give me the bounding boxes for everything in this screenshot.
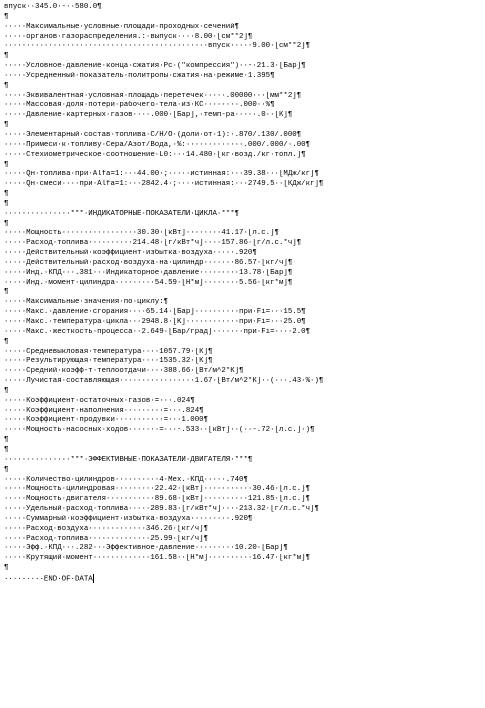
text-line: ·····Инд.·момент·цилиндра·········54.59·[Н*м]········5.56·[кг*м]¶ bbox=[4, 278, 293, 287]
text-line: ¶ bbox=[4, 160, 9, 169]
text-line: ·····Элементарный·состав·топлива·С/Н/О·(доли·от·1):·.870/.130/.000¶ bbox=[4, 130, 302, 139]
section-heading-indicator: ···············***·ИНДИКАТОРНЫЕ·ПОКАЗАТЕЛИ·ЦИКЛА·***¶ bbox=[4, 209, 240, 218]
text-line: ·····Действительный·расход·воздуха·на·цилиндр·······86.57·[кг/ч]¶ bbox=[4, 258, 293, 267]
text-line: ¶ bbox=[4, 219, 9, 228]
text-line: ¶ bbox=[4, 337, 9, 346]
text-line: ·····Макс.·температура·цикла···2948.8·[K]············при·Fi=···25.0¶ bbox=[4, 318, 306, 326]
text-line: ¶ bbox=[4, 436, 9, 445]
text-line: ·····Коэффициент·наполнения·········=···.824¶ bbox=[4, 406, 204, 415]
text-line: ·····Расход·воздуха·············346.26·[кг/ч]¶ bbox=[4, 524, 209, 533]
text-line: ·····Макс.·давление·сгорания····65.14·[Бар]··········при·Fi=···15.5¶ bbox=[4, 308, 306, 317]
text-line: ·····Коэффициент·продувки···········=···1.000¶ bbox=[4, 416, 209, 425]
section-heading-effective: ···············***·ЭФФЕКТИВНЫЕ·ПОКАЗАТЕЛИ·ДВИГАТЕЛЯ·***¶ bbox=[4, 455, 253, 464]
text-line: ··············································впуск·····9.00·[см**2]¶ bbox=[4, 42, 311, 51]
text-line: ¶ bbox=[4, 564, 9, 573]
text-line: ·····Действительный·коэффициент·избытка·воздуха·····.920¶ bbox=[4, 249, 257, 258]
end-of-data-text: ·········END·OF·DATA bbox=[4, 575, 93, 584]
text-line: ·····Стехиометрическое·соотношение·L0:···14.480·[кг·возд./кг·топл.]¶ bbox=[4, 150, 306, 159]
text-line: ¶ bbox=[4, 190, 9, 199]
text-line: ·····Лучистая·составляющая·················1.67·[Вт/м^2*К]··(···.43·%·)¶ bbox=[4, 377, 324, 386]
end-of-data-line[interactable] bbox=[4, 574, 482, 584]
text-line: ·····Условное·давление·конца·сжатия·Рс·("компрессия")··-·21.3·[Бар]¶ bbox=[4, 62, 306, 71]
text-cursor bbox=[93, 574, 94, 583]
text-line: ·····Мощность·цилиндровая·········22.42·[кВт]···········30.46·[л.с.]¶ bbox=[4, 485, 311, 494]
text-line: ·····Массовая·доля·потери·рабочего·тела·из·КС········.000··%¶ bbox=[4, 101, 275, 110]
text-line: ¶ bbox=[4, 445, 9, 454]
text-line: ·····Расход·топлива··············25.99·[кг/ч]¶ bbox=[4, 534, 209, 543]
text-line: ·····Крутящий·момент·············161.58··[Н*м]··········16.47·[кг*м]¶ bbox=[4, 554, 311, 563]
text-line: ¶ bbox=[4, 52, 9, 61]
text-line: ¶ bbox=[4, 199, 9, 208]
text-line: ·····Эфф.·КПД···.282···Эффективное·давление·········10.20·[Бар]¶ bbox=[4, 544, 288, 553]
text-line: ·····Удельный·расход·топлива·····289.83·[г/кВт*ч]····213.32·[г/л.с.*ч]¶ bbox=[4, 505, 319, 514]
text-line: ·····Максимальные·значения·по·циклу:¶ bbox=[4, 298, 169, 307]
text-line: ·····Эквивалентная·условная·площадь·перетечек·····.00000···[мм**2]¶ bbox=[4, 91, 302, 100]
text-line: ·····Коэффициент·остаточных·газов·=···.024¶ bbox=[4, 396, 195, 405]
text-line: ·····Примеси·к·топливу·Сера/Азот/Вода,·%:·············.000/.000/·.00¶ bbox=[4, 140, 311, 149]
text-line: ·····Qн·смеси····при·Alfa=1:···2842.4·;····истинная:···2749.5··[КДж/кг]¶ bbox=[4, 180, 324, 189]
text-line: ·····Мощность·················30.30·[кВт]········41.17·[л.с.]¶ bbox=[4, 229, 279, 238]
text-line: ·····Количество·цилиндров··········4·Мех.·КПД·····.740¶ bbox=[4, 475, 248, 484]
text-line: ·····Макс.·жесткость·процесса··2.649·[Бар/град]·······при·Fi=····2.0¶ bbox=[4, 327, 311, 336]
text-line: ¶ bbox=[4, 81, 9, 90]
text-line: ¶ bbox=[4, 465, 9, 474]
text-line: ·····Мощность·насосных·ходов·······=···-.533··[кВт]··(··-.72·[л.с.]·)¶ bbox=[4, 426, 315, 435]
text-line: ·····органов·газораспределения.:·выпуск····8.00·[см**2]¶ bbox=[4, 32, 253, 41]
text-line: ·····Qн·топлива·при·Alfa=1:···44.00·;·····истинная:···39.38···[МДж/кг]¶ bbox=[4, 170, 319, 179]
text-line: ¶ bbox=[4, 12, 9, 21]
text-line: ¶ bbox=[4, 288, 9, 297]
text-line: ·····Средний·коэфф-т·теплоотдачи····388.66·[Вт/м^2*К]¶ bbox=[4, 367, 244, 376]
text-line: ·····Суммарный·коэффициент·избытка·воздуха·········.920¶ bbox=[4, 514, 253, 523]
text-line: ·····Средневыкловая·температура····1057.79·[К]¶ bbox=[4, 347, 213, 356]
text-line: ·····Усредненный·показатель·политропы·сжатия·на·режиме·1.395¶ bbox=[4, 71, 275, 80]
text-line: ·····Расход·топлива··········214.48·[г/кВт*ч]····157.86·[г/л.с.*ч]¶ bbox=[4, 239, 302, 248]
text-line: ¶ bbox=[4, 121, 9, 130]
text-line: впуск··345.0·-··580.0¶ bbox=[4, 3, 102, 11]
document-page bbox=[4, 3, 482, 584]
text-line: ·····Давление·картерных·газов····.000·[Бар],·темп-ра·····.0··[К]¶ bbox=[4, 111, 293, 120]
text-line: ·····Мощность·двигателя···········89.68·[кВт]··········121.85·[л.с.]¶ bbox=[4, 495, 311, 504]
text-line: ·····Инд.·КПД···.381···Индикаторное·давление·········13.78·[Бар]¶ bbox=[4, 268, 293, 277]
text-line: ·····Максимальные·условные·площади·проходных·сечений¶ bbox=[4, 22, 240, 31]
text-line: ·····Результирующая·температура····1535.32·[К]¶ bbox=[4, 357, 213, 366]
text-line: ¶ bbox=[4, 386, 9, 395]
